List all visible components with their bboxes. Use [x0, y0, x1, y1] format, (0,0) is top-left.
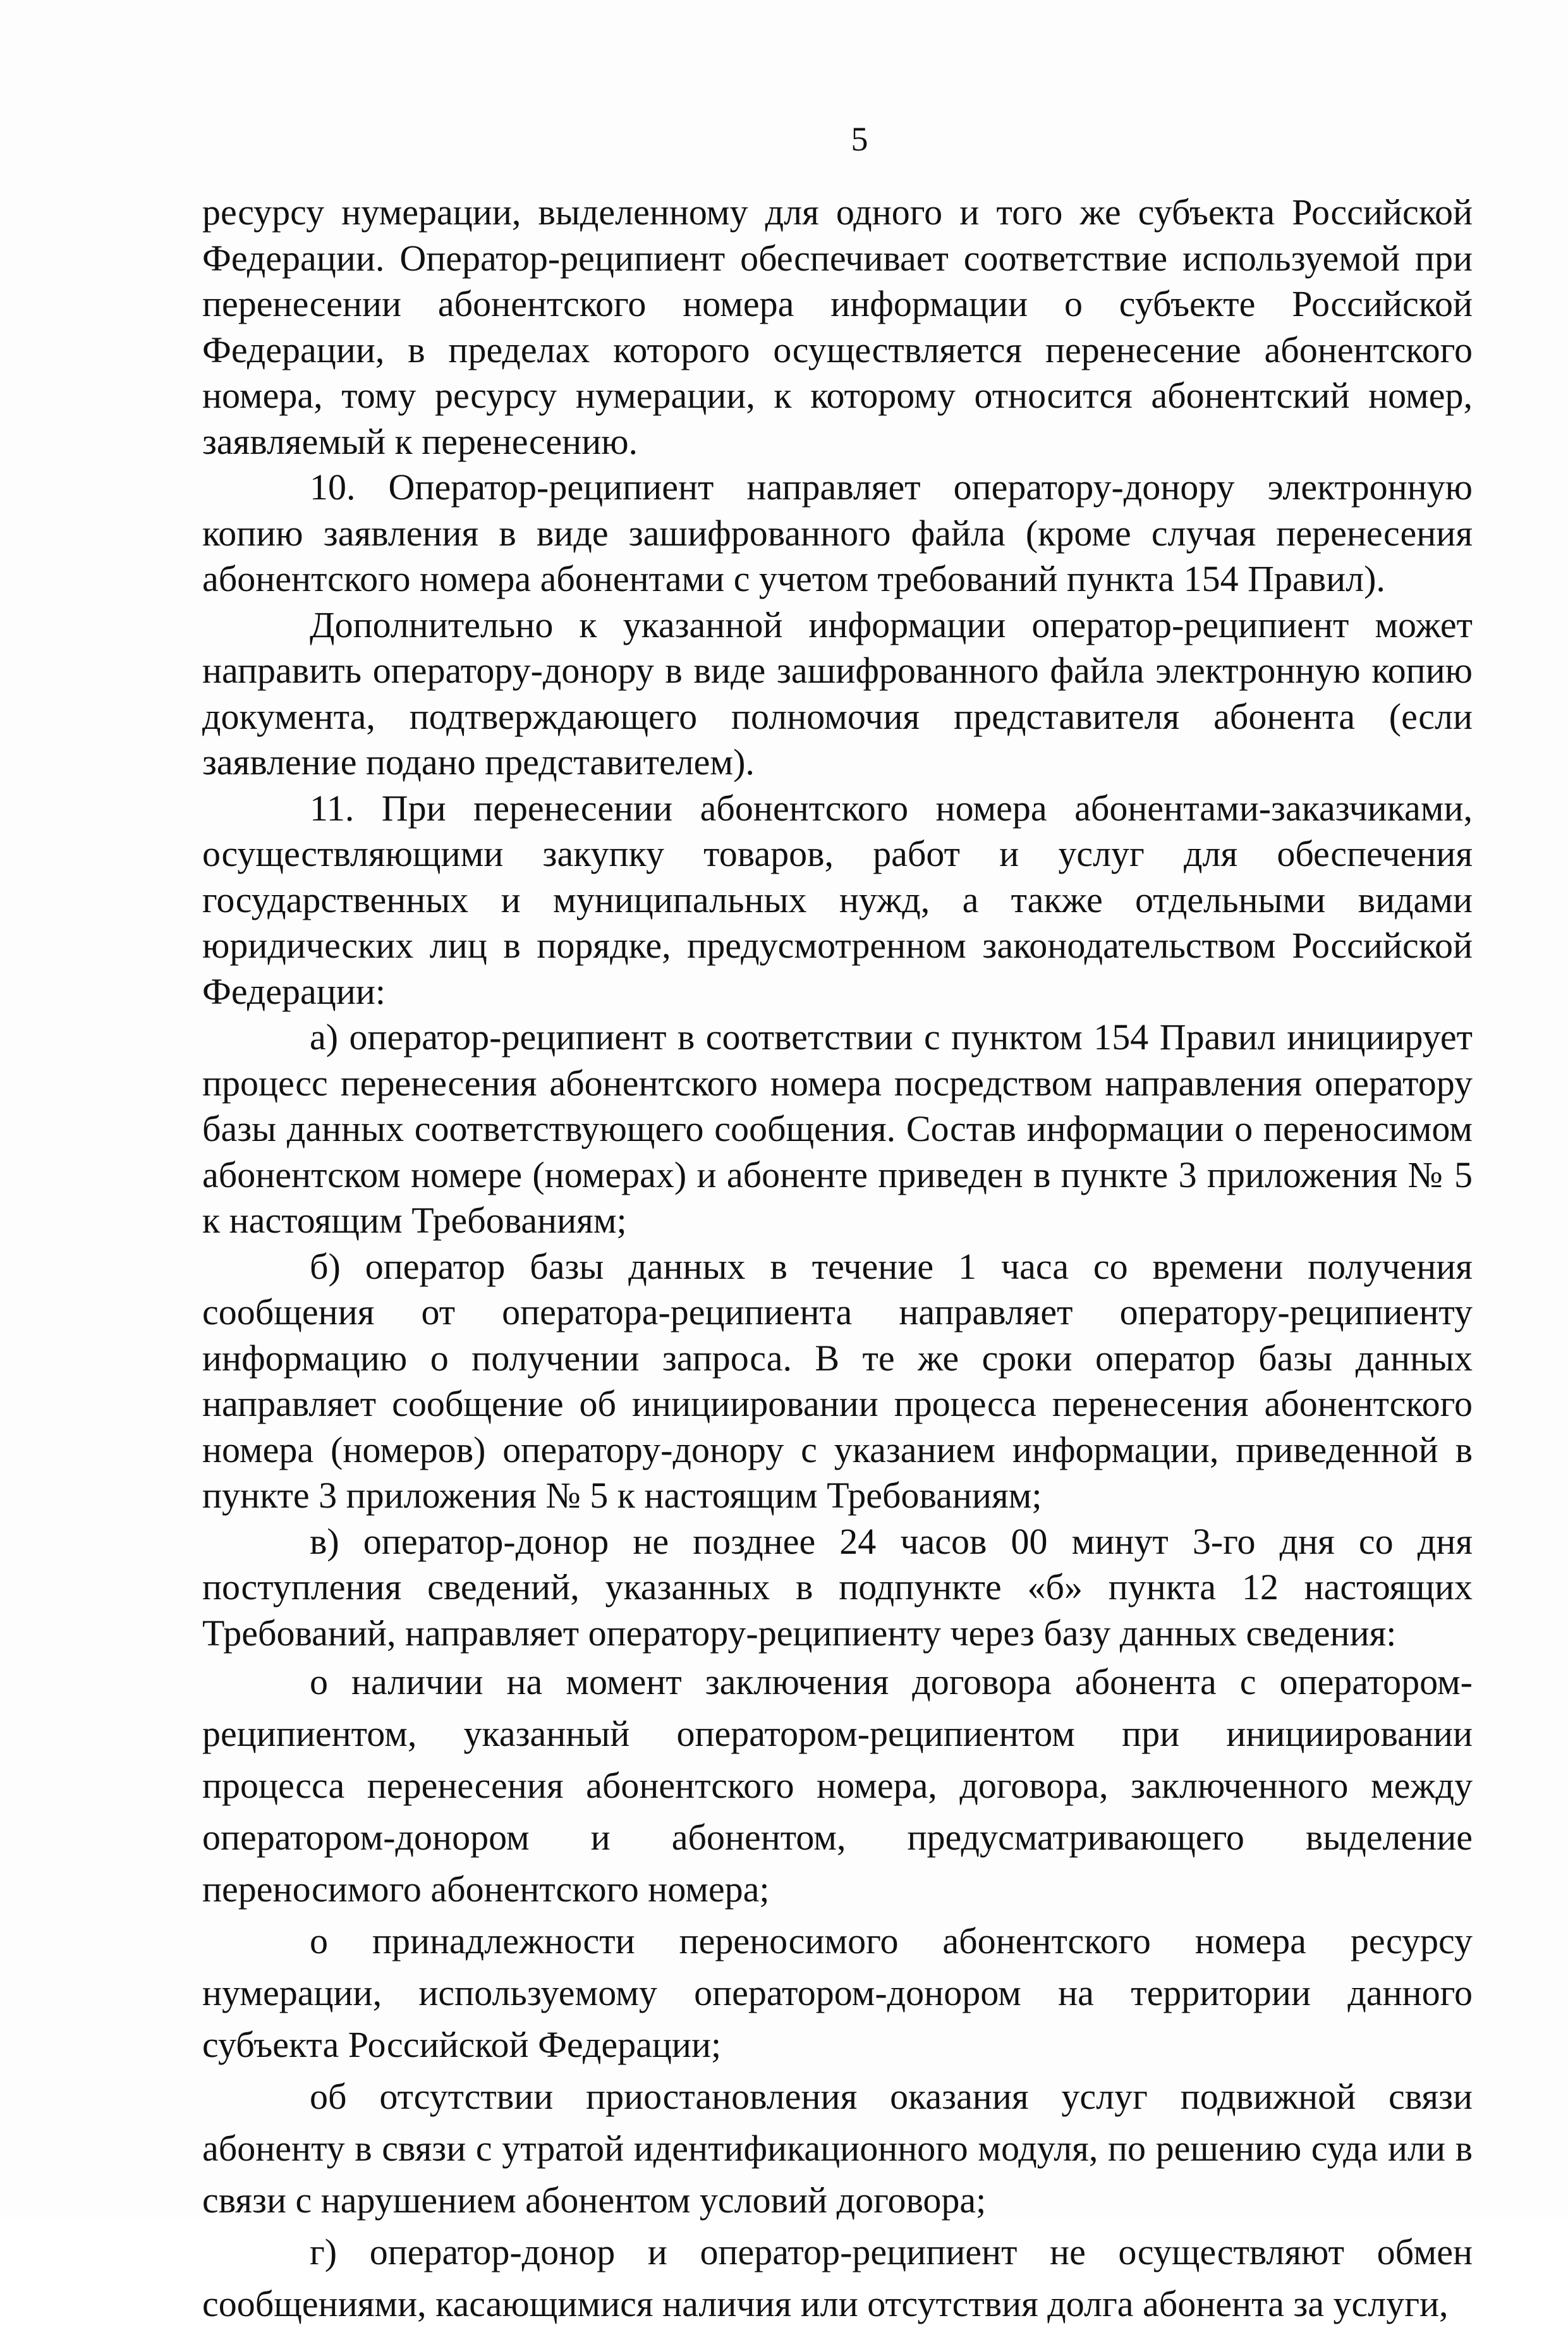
paragraph-item-11-v-3: об отсутствии приостановления оказания услуг подвижной связи абоненту в связи с утратой идентификационного модуля, по решению суда или в связи с нарушением абонентом условий договора; — [202, 2076, 1473, 2221]
paragraph-item-11-b: б) оператор базы данных в течение 1 часа со времени получения сообщения от оператора-реципиента направляет оператору-реципиенту информацию о получении запроса. В те же сроки оператор базы данных направляет сообщение об инициировании процесса перенесения абонентского номера (номеров) оператору-донору с указанием информации, приведенной в пункте 3 приложения № 5 к настоящим Требованиям; — [202, 1245, 1473, 1516]
paragraph-item-11-v: в) оператор-донор не позднее 24 часов 00 минут 3-го дня со дня поступления сведений, указанных в подпункте «б» пункта 12 настоящих Требований, направляет оператору-реципиенту через базу данных сведения: — [202, 1520, 1473, 1654]
paragraph-additional: Дополнительно к указанной информации оператор-реципиент может направить оператору-донору в виде зашифрованного файла электронную копию документа, подтверждающего полномочия представителя абонента (если заявление подано представителем). — [202, 604, 1473, 783]
paragraph-item-11-v-1: о наличии на момент заключения договора абонента с оператором-реципиентом, указанный оператором-реципиентом при инициировании процесса перенесения абонентского номера, договора, заключенного между оператором-донором и абонентом, предусматривающего выделение переносимого абонентского номера; — [202, 1661, 1473, 1910]
document-body — [202, 190, 1473, 2330]
paragraph-item-11-a: а) оператор-реципиент в соответствии с пунктом 154 Правил инициирует процесс перенесения абонентского номера посредством направления оператору базы данных соответствующего сообщения. Состав информации о переносимом абонентском номере (номерах) и абоненте приведен в пункте 3 приложения № 5 к настоящим Требованиям; — [202, 1016, 1473, 1241]
paragraph-item-11-v-2: о принадлежности переносимого абонентского номера ресурсу нумерации, используемому оператором-донором на территории данного субъекта Российской Федерации; — [202, 1920, 1473, 2065]
paragraph-item-10: 10. Оператор-реципиент направляет оператору-донору электронную копию заявления в виде зашифрованного файла (кроме случая перенесения абонентского номера абонентами с учетом требований пункта 154 Правил). — [202, 467, 1473, 599]
paragraph-item-11-g: г) оператор-донор и оператор-реципиент не осуществляют обмен сообщениями, касающимися наличия или отсутствия долга абонента за услуги, — [202, 2231, 1473, 2324]
paragraph-continuation: ресурсу нумерации, выделенному для одного и того же субъекта Российской Федерации. Оператор-реципиент обеспечивает соответствие используемой при перенесении абонентского номера информации о субъекте Российской Федерации, в пределах которого осуществляется перенесение абонентского номера, тому ресурсу нумерации, к которому относится абонентский номер, заявляемый к перенесению. — [202, 192, 1473, 462]
page-number: 5 — [851, 120, 868, 158]
paragraph-item-11: 11. При перенесении абонентского номера абонентами-заказчиками, осуществляющими закупку товаров, работ и услуг для обеспечения государственных и муниципальных нужд, а также отдельными видами юридических лиц в порядке, предусмотренном законодательством Российской Федерации: — [202, 787, 1473, 1012]
